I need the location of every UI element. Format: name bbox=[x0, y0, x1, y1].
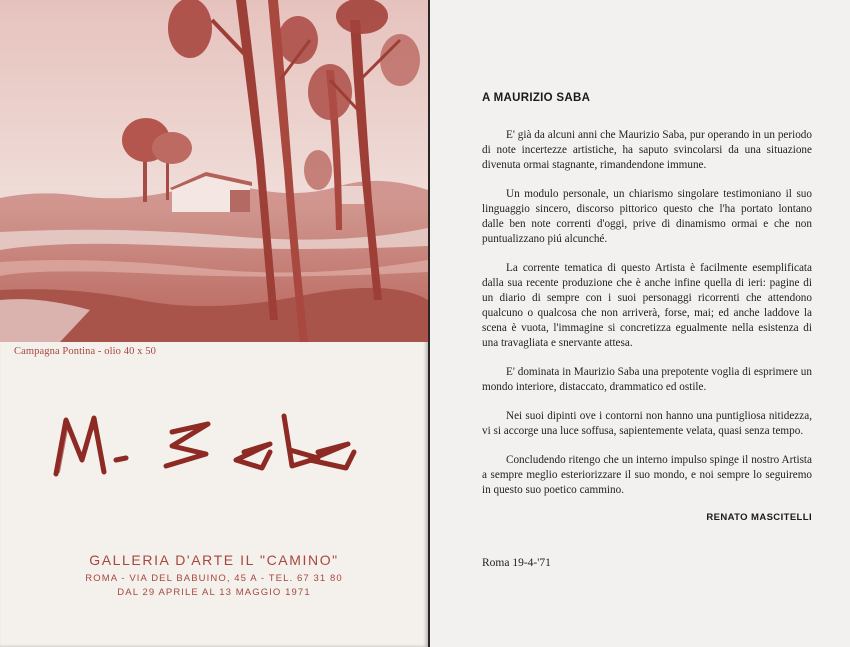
paragraph: E' già da alcuni anni che Maurizio Saba, pur operando in un periodo di note incertezze artistiche, ha saputo svincolarsi da una situazione divenuta ormai stagnante, rimandendone immune. bbox=[482, 129, 812, 171]
place-date: Roma 19-4-'71 bbox=[482, 557, 551, 569]
article-title: A MAURIZIO SABA bbox=[482, 92, 591, 104]
painting-image bbox=[0, 0, 428, 342]
exhibition-dates: DAL 29 APRILE AL 13 MAGGIO 1971 bbox=[117, 587, 311, 598]
artist-signature bbox=[48, 408, 378, 487]
paragraph: Un modulo personale, un chiarismo singolare testimoniano il suo linguaggio sincero, discorso pittorico questo che l'ha portato lontano dalle ben note correnti d'oggi, prive di dinamismo ormai e che non puntualizzano piú alcunché. bbox=[482, 188, 812, 245]
paragraph: La corrente tematica di questo Artista è facilmente esemplificata dalla sua recente produzione che è anche infine quella di ieri: pagine di un diario di sempre con i suoi personaggi ricorrenti che attendono qualcuno o qualcosa che non arriverà, forse, mai; ed anche laddove la scena è vuota, l'immagine si concretizza egualmente nella esistenza di una travagliata e snervante attesa. bbox=[482, 262, 812, 349]
right-page bbox=[430, 0, 850, 647]
paragraph: Concludendo ritengo che un interno impulso spinge il nostro Artista a sempre meglio esteriorizzare il suo mondo, e noi sempre lo seguiremo in questo suo poetico cammino. bbox=[482, 454, 812, 496]
gallery-name: GALLERIA D'ARTE IL "CAMINO" bbox=[89, 552, 339, 568]
gallery-address: ROMA - VIA DEL BABUINO, 45 A - TEL. 67 31 80 bbox=[85, 573, 343, 584]
author-name: RENATO MASCITELLI bbox=[706, 512, 812, 523]
paragraph: E' dominata in Maurizio Saba una prepotente voglia di esprimere un mondo interiore, distaccato, drammatico ed ostile. bbox=[482, 366, 812, 393]
article-body bbox=[482, 128, 812, 512]
paragraph: Nei suoi dipinti ove i contorni non hanno una puntigliosa nitidezza, vi si accorge una luce soffusa, sapientemente velata, quasi senza tempo. bbox=[482, 410, 812, 437]
painting-caption: Campagna Pontina - olio 40 x 50 bbox=[14, 346, 156, 357]
